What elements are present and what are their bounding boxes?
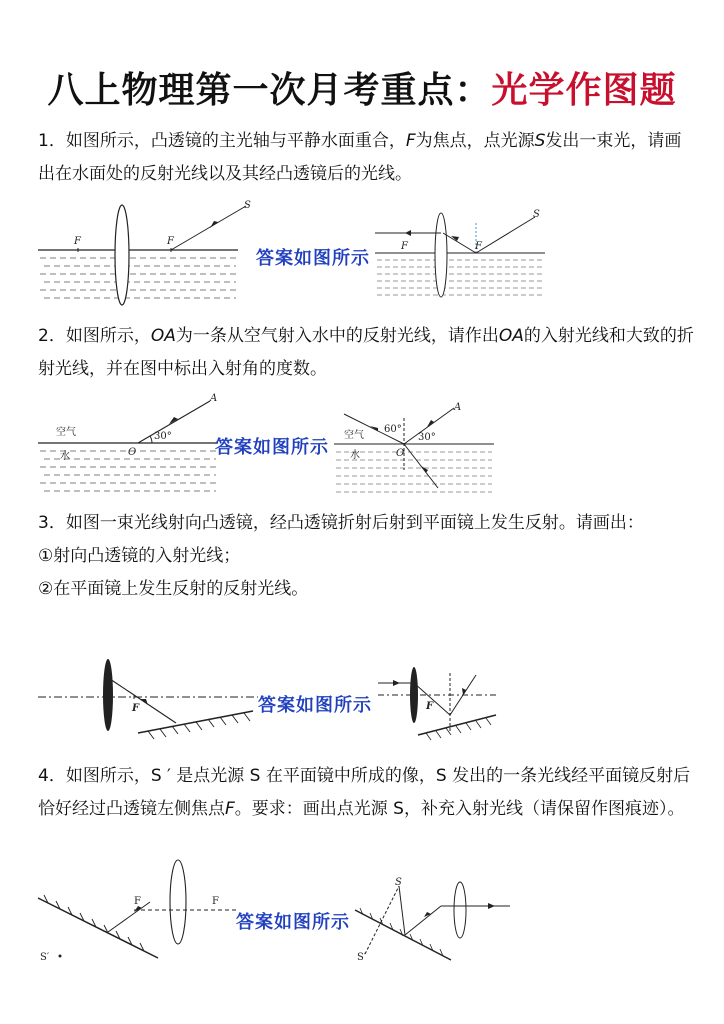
svg-text:F: F (74, 236, 81, 247)
svg-text:空气: 空气 (344, 430, 364, 441)
svg-text:S: S (244, 200, 251, 211)
svg-text:S′: S′ (357, 952, 367, 963)
q2-answer-figure (334, 400, 494, 495)
q3-answer-label: 答案如图所示 (258, 695, 372, 716)
q4-answer-label: 答案如图所示 (236, 912, 350, 933)
q4-figure (38, 870, 238, 970)
svg-text:空气: 空气 (56, 427, 76, 438)
svg-text:F: F (212, 896, 219, 907)
q2-figure (38, 395, 218, 495)
svg-text:30°: 30° (154, 431, 172, 442)
q3-item-2: ②在平面镜上发生反射的反射光线。 (38, 579, 309, 599)
q2-answer-label: 答案如图所示 (215, 437, 329, 458)
svg-text:F: F (475, 241, 482, 252)
svg-text:O: O (128, 447, 137, 458)
svg-text:S: S (533, 209, 540, 220)
question-2: 2．如图所示，OA为一条从空气射入水中的反射光线，请作出OA的入射光线和大致的折射光线，并在图中标出入射角的度数。 (38, 326, 694, 379)
q3-figure (38, 655, 258, 735)
q3-answer-figure (378, 665, 498, 740)
svg-text:F: F (132, 703, 140, 714)
q1-answer-figure (375, 205, 545, 300)
svg-text:60°: 60° (384, 424, 402, 435)
q1-answer-label: 答案如图所示 (256, 248, 370, 269)
svg-text:A: A (210, 393, 218, 404)
svg-text:O: O (396, 448, 405, 459)
question-1: 1．如图所示，凸透镜的主光轴与平静水面重合，F为焦点，点光源S发出一束光，请画出在水面处的反射光线以及其经凸透镜后的光线。 (38, 131, 682, 184)
svg-text:F: F (401, 241, 408, 252)
q3-item-1: ①射向凸透镜的入射光线； (38, 546, 241, 566)
svg-text:F: F (134, 896, 141, 907)
svg-text:水: 水 (60, 451, 70, 462)
svg-text:30°: 30° (418, 432, 436, 443)
question-4: 4．如图所示，S ′ 是点光源 S 在平面镜中所成的像，S 发出的一条光线经平面镜反射后恰好经过凸透镜左侧焦点F。要求：画出点光源 S，补充入射光线（请保留作图痕迹）。 (38, 766, 691, 819)
q1-figure (38, 200, 251, 310)
svg-text:A: A (454, 402, 462, 413)
svg-text:S: S (395, 877, 402, 888)
question-3 (38, 507, 698, 606)
q3-stem: 3．如图一束光线射向凸透镜，经凸透镜折射后射到平面镜上发生反射。请画出： (38, 513, 644, 533)
svg-text:F: F (426, 701, 434, 712)
svg-text:S′: S′ (40, 952, 50, 963)
svg-text:F: F (167, 236, 174, 247)
svg-text:水: 水 (350, 450, 360, 461)
page-title: 八上物理第一次月考重点：光学作图题 (47, 69, 677, 111)
q4-answer-figure (355, 877, 515, 970)
